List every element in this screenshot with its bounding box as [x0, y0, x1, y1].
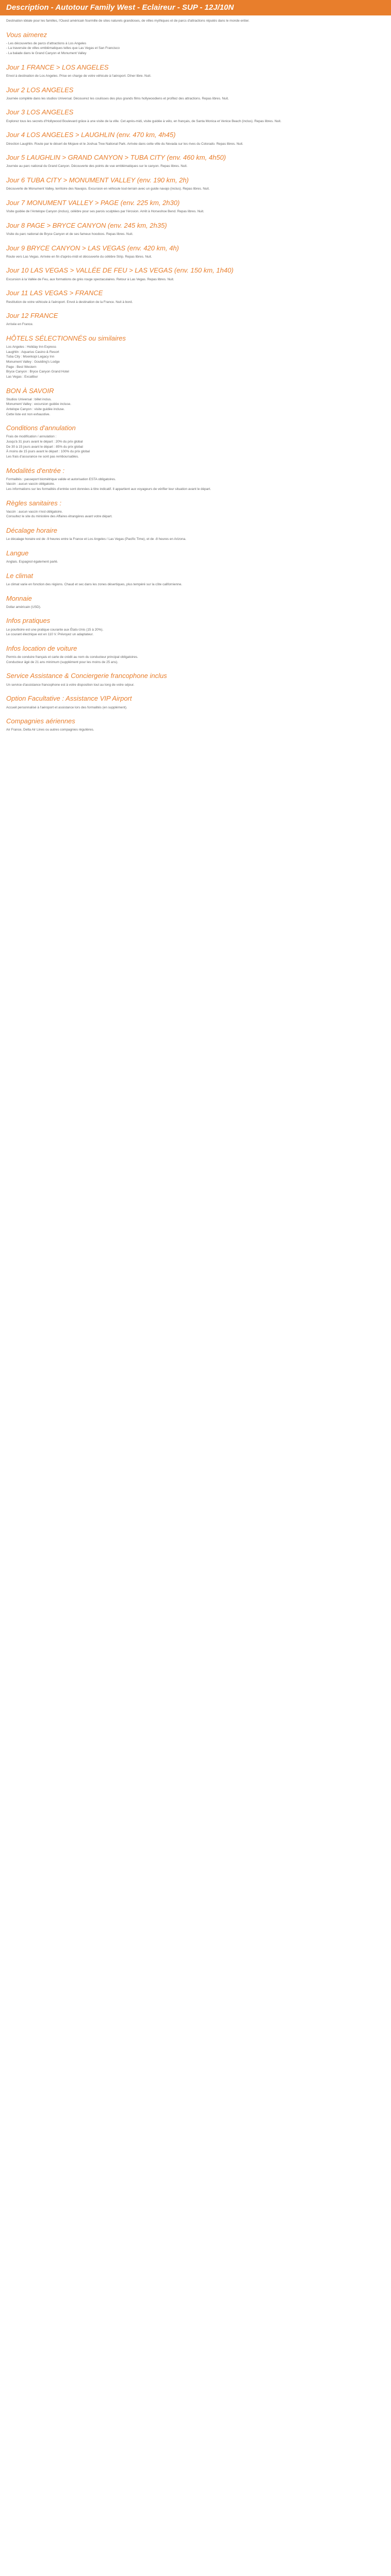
section-line: Consultez le site du ministère des Affaires étrangères avant votre départ.: [6, 515, 112, 519]
section-block: [6, 108, 385, 124]
section-block: [6, 694, 385, 710]
section-block: [6, 424, 385, 459]
section-line: Laughlin : Aquarius Casino & Resort: [6, 350, 59, 354]
section-block: [6, 499, 385, 519]
section-line: - La balade dans le Grand Canyon et Monument Valley: [6, 52, 87, 56]
section-block: [6, 31, 385, 56]
section-line: De 30 à 15 jours avant le départ : 85% du prix global: [6, 445, 83, 449]
section-line: Journée au parc national du Grand Canyon. Découverte des points de vue emblématiques sur le canyon. Repas libres. Nuit.: [6, 164, 188, 168]
section-block: [6, 467, 385, 492]
section-line: Visite du parc national de Bryce Canyon et de ses fameux hoodoos. Repas libres. Nuit.: [6, 232, 134, 236]
section-title: Service Assistance & Conciergerie francophone inclus: [6, 672, 167, 680]
section-line: Excursion à la Vallée de Feu, aux formations de grès rouge spectaculaires. Retour à Las Vegas. Repas libres. Nuit.: [6, 277, 174, 281]
section-line: Les informations sur les formalités d'entrée sont données à titre indicatif. Il appartient aux voyageurs de vérifier leur situation avant le départ.: [6, 487, 211, 491]
section-block: [6, 289, 385, 304]
intro-text: Destination idéale pour les familles, l'Ouest américain fourmille de sites naturels grandioses, de villes mythiques et de parcs d'attractions réputés dans le monde entier.: [6, 19, 250, 23]
section-block: [6, 672, 385, 687]
section-line: Monument Valley : Goulding's Lodge: [6, 360, 60, 364]
section-block: [6, 266, 385, 282]
section-line: Dollar américain (USD).: [6, 605, 41, 609]
section-title: Jour 12 FRANCE: [6, 312, 58, 320]
section-title: Jour 11 LAS VEGAS > FRANCE: [6, 289, 103, 297]
section-line: Journée complète dans les studios Universal. Découvrez les coulisses des plus grands films hollywoodiens et profitez des attractions. Repas libres. Nuit.: [6, 96, 229, 100]
section-line: Direction Laughlin. Route par le désert de Mojave et le Joshua Tree National Park. Arrivée dans cette ville du Nevada sur les rives du Colorado. Repas libres. Nuit.: [6, 142, 243, 146]
section-line: Explorez tous les secrets d'Hollywood Boulevard grâce à une visite de la ville. Cet après-midi, visite guidée à vélo, en français, de Santa Monica et Venice Beach (inclus). Repas libres. Nuit.: [6, 119, 282, 123]
section-line: Las Vegas : Excalibur: [6, 375, 38, 379]
section-block: [6, 63, 385, 79]
section-block: [6, 244, 385, 260]
section-line: Formalités : passeport biométrique valide et autorisation ESTA obligatoires.: [6, 477, 116, 481]
section-line: Route vers Las Vegas. Arrivée en fin d'après-midi et découverte du célèbre Strip. Repas libres. Nuit.: [6, 255, 152, 259]
section-line: Visite guidée de l'Antelope Canyon (inclus), célèbre pour ses parois sculptées par l'érosion. Arrêt à Horseshoe Bend. Repas libres. Nuit.: [6, 210, 204, 214]
section-block: [6, 199, 385, 214]
section-block: [6, 312, 385, 327]
section-line: À moins de 15 jours avant le départ : 100% du prix global: [6, 450, 90, 454]
section-title: Option Facultative : Assistance VIP Airport: [6, 694, 132, 703]
section-line: Envol à destination de Los Angeles. Prise en charge de votre véhicule à l'aéroport. Dîner libre. Nuit.: [6, 74, 152, 78]
section-line: Page : Best Western: [6, 365, 37, 369]
section-line: Vaccin : aucun vaccin n'est obligatoire.: [6, 510, 63, 514]
section-block: [6, 617, 385, 637]
section-line: Accueil personnalisé à l'aéroport et assistance lors des formalités (en supplément).: [6, 705, 127, 709]
section-title: Jour 9 BRYCE CANYON > LAS VEGAS (env. 420 km, 4h): [6, 244, 179, 252]
section-block: [6, 572, 385, 587]
section-line: Los Angeles : Holiday Inn Express: [6, 345, 56, 349]
section-title: Jour 3 LOS ANGELES: [6, 108, 74, 116]
section-line: Air France, Delta Air Lines ou autres compagnies régulières.: [6, 728, 94, 732]
section-block: [6, 131, 385, 146]
section-title: Jour 10 LAS VEGAS > VALLÉE DE FEU > LAS VEGAS (env. 150 km, 1h40): [6, 266, 234, 275]
section-block: [6, 334, 385, 380]
section-line: Frais de modification / annulation :: [6, 435, 57, 439]
section-block: [6, 387, 385, 417]
section-title: Modalités d'entrée :: [6, 466, 65, 474]
section-line: Anglais. Espagnol également parlé.: [6, 560, 58, 564]
section-block: [6, 549, 385, 565]
section-line: Le pourboire est une pratique courante aux États-Unis (15 à 20%).: [6, 628, 104, 632]
section-line: Jusqu'à 31 jours avant le départ : 20% du prix global: [6, 440, 83, 444]
section-title: Jour 2 LOS ANGELES: [6, 86, 74, 94]
section-line: - Les découvertes de parcs d'attractions à Los Angeles: [6, 41, 87, 45]
section-title: Infos pratiques: [6, 617, 51, 625]
section-line: Conducteur âgé de 21 ans minimum (supplément pour les moins de 25 ans).: [6, 660, 119, 664]
section-title: Le climat: [6, 571, 34, 580]
section-line: Le climat varie en fonction des régions. Chaud et sec dans les zones désertiques, plus tempéré sur la côte californienne.: [6, 583, 183, 587]
section-block: [6, 222, 385, 237]
section-block: [6, 86, 385, 101]
section-line: Monument Valley : excursion guidée incluse.: [6, 402, 71, 406]
section-line: Les frais d'assurance ne sont pas remboursables.: [6, 454, 79, 459]
sections-container: [6, 31, 385, 733]
section-line: Vaccin : aucun vaccin obligatoire.: [6, 482, 55, 486]
section-title: Infos location de voiture: [6, 644, 77, 652]
section-block: [6, 527, 385, 542]
section-line: Tuba City : Moenkopi Legacy Inn: [6, 355, 55, 359]
section-line: Permis de conduire français et carte de crédit au nom du conducteur principal obligatoires.: [6, 655, 138, 659]
section-title: BON À SAVOIR: [6, 386, 54, 395]
section-title: Jour 6 TUBA CITY > MONUMENT VALLEY (env. 190 km, 2h): [6, 176, 189, 184]
section-title: Conditions d'annulation: [6, 424, 76, 432]
section-title: Jour 5 LAUGHLIN > GRAND CANYON > TUBA CITY (env. 460 km, 4h50): [6, 154, 226, 162]
section-line: Arrivée en France.: [6, 323, 34, 327]
section-line: Le courant électrique est en 110 V. Prévoyez un adaptateur.: [6, 633, 94, 637]
section-title: Règles sanitaires :: [6, 499, 61, 507]
section-block: [6, 595, 385, 610]
section-title: Jour 1 FRANCE > LOS ANGELES: [6, 63, 109, 71]
section-line: Découverte de Monument Valley, territoire des Navajos. Excursion en véhicule tout-terrain avec un guide navajo (inclus). Repas libres. Nuit.: [6, 187, 210, 191]
section-line: Bryce Canyon : Bryce Canyon Grand Hotel: [6, 370, 69, 374]
section-title: Monnaie: [6, 594, 32, 602]
section-title: Jour 8 PAGE > BRYCE CANYON (env. 245 km, 2h35): [6, 221, 167, 229]
section-block: [6, 717, 385, 733]
section-block: [6, 176, 385, 192]
section-line: Studios Universal : billet inclus.: [6, 397, 52, 401]
section-line: Le décalage horaire est de -9 heures entre la France et Los Angeles / Las Vegas (Pacific Time), et de -8 heures en Arizona.: [6, 537, 186, 541]
section-block: [6, 645, 385, 665]
page-banner: Description - Autotour Family West - Eclaireur - SUP - 12J/10N: [0, 0, 391, 15]
section-title: Compagnies aériennes: [6, 717, 75, 725]
section-title: Jour 4 LOS ANGELES > LAUGHLIN (env. 470 km, 4h45): [6, 131, 176, 139]
section-line: - La traversée de villes emblématiques telles que Las Vegas et San Francisco: [6, 46, 120, 50]
section-line: Restitution de votre véhicule à l'aéroport. Envol à destination de la France. Nuit à bord.: [6, 300, 133, 304]
section-line: Cette liste est non exhaustive.: [6, 412, 51, 416]
section-title: Langue: [6, 549, 29, 557]
section-block: [6, 154, 385, 169]
section-line: Un service d'assistance francophone est à votre disposition tout au long de votre séjour.: [6, 683, 135, 687]
section-title: HÔTELS SÉLECTIONNÉS ou similaires: [6, 334, 126, 342]
section-line: Antelope Canyon : visite guidée incluse.: [6, 407, 65, 411]
section-title: Décalage horaire: [6, 527, 58, 535]
section-title: Jour 7 MONUMENT VALLEY > PAGE (env. 225 km, 2h30): [6, 198, 180, 207]
section-title: Vous aimerez: [6, 30, 47, 39]
